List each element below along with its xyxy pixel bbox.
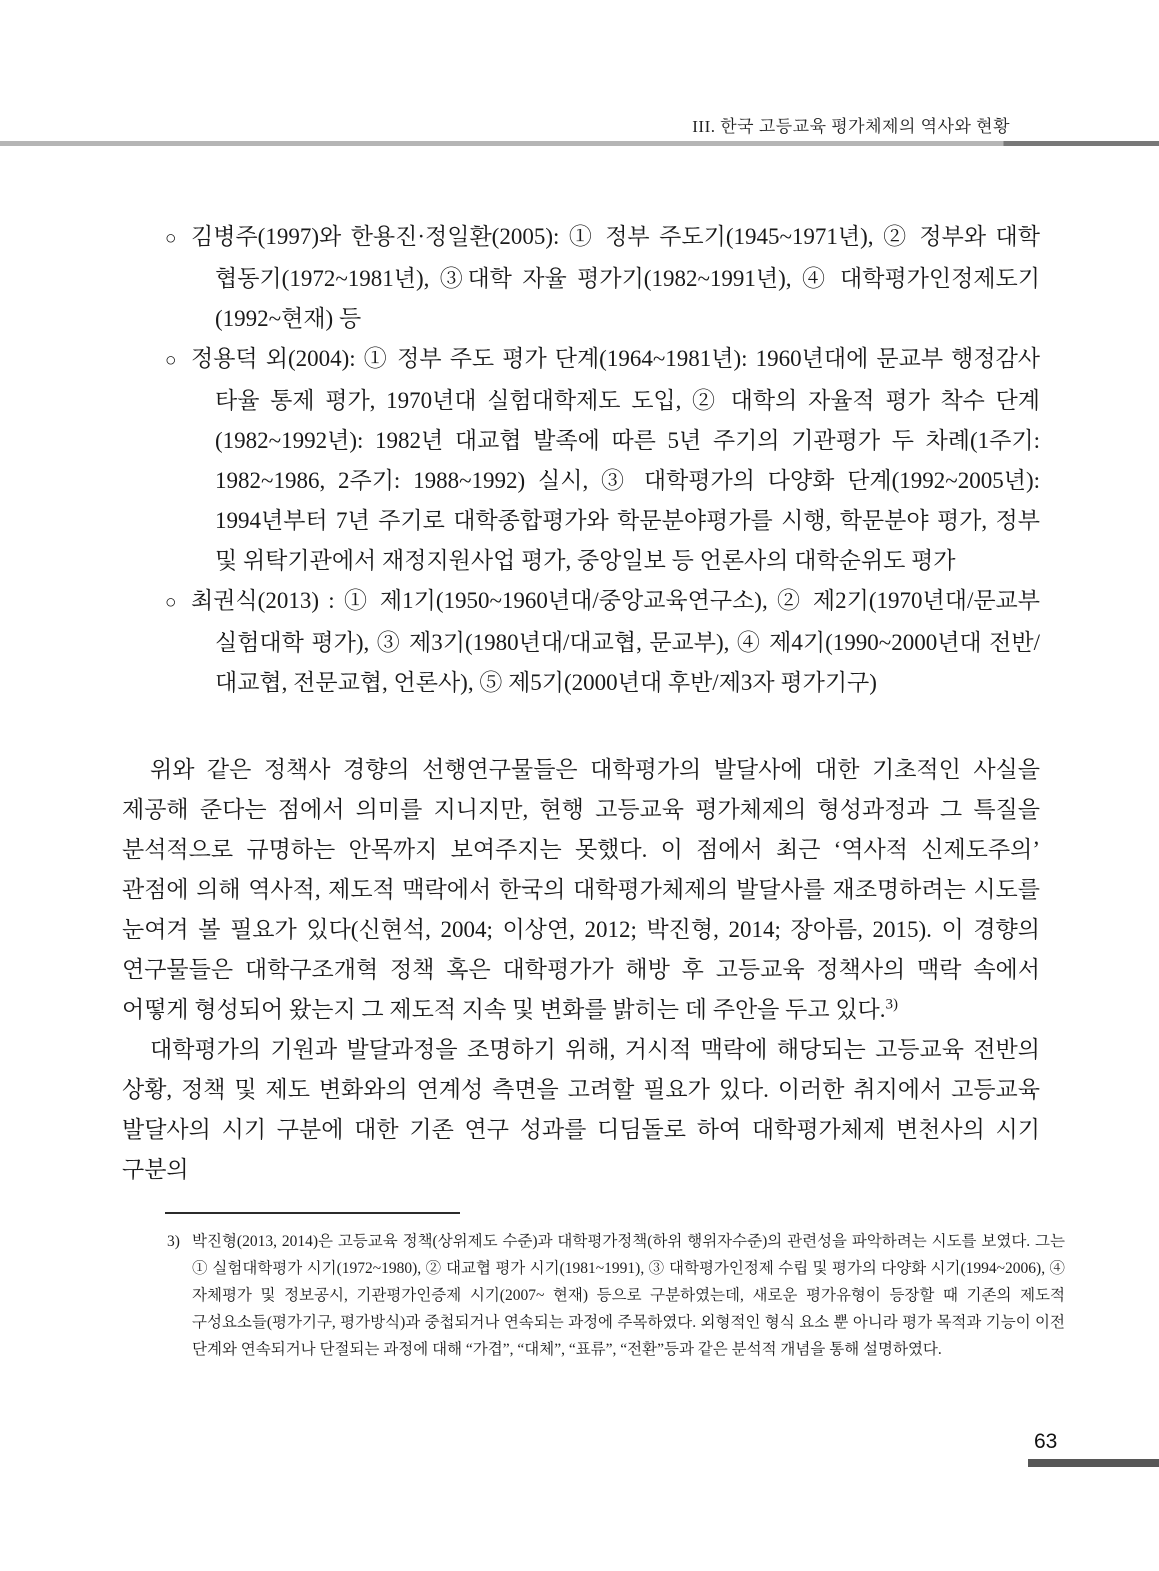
header-divider-rule	[0, 141, 1159, 146]
list-item-text: 최권식(2013) : ① 제1기(1950~1960년대/중앙교육연구소), ② 제2기(1970년대/문교부 실험대학 평가), ③ 제3기(1980년대/대교협, 문교부), ④ 제4기(1990~2000년대 전반/ 대교협, 전문교협, 언론사), ⑤ 제5기(2000년대 후반/제3자 평가기구)	[191, 588, 1040, 695]
body-paragraph	[122, 750, 1040, 1030]
list-item-text: 김병주(1997)와 한용진·정일환(2005): ① 정부 주도기(1945~1971년), ② 정부와 대학 협동기(1972~1981년), ③대학 자율 평가기(1982~1991년), ④ 대학평가인정제도기 (1992~현재) 등	[191, 224, 1040, 331]
list-item	[122, 581, 1040, 703]
footnote-separator-rule	[165, 1212, 460, 1214]
circle-bullet-icon: ○	[165, 350, 177, 371]
footnote-text: 박진형(2013, 2014)은 고등교육 정책(상위제도 수준)과 대학평가정책(하위 행위자수준)의 관련성을 파악하려는 시도를 보였다. 그는 ① 실험대학평가 시기(1972~1980), ② 대교협 평가 시기(1981~1991), ③ 대학평가인정제 수립 및 평가의 다양화 시기(1994~2006), ④ 자체평가 및 정보공시, 기관평가인증제 시기(2007~ 현재) 등으로 구분하였는데, 새로운 평가유형이 등장할 때 기존의 제도적 구성요소들(평가기구, 평가방식)과 중첩되거나 연속되는 과정에 주목하였다. 외형적인 형식 요소 뿐 아니라 평가 목적과 기능이 이전 단계와 연속되거나 단절되는 과정에 대해 “가겹”, “대체”, “표류”, “전환”등과 같은 분석적 개념을 통해 설명하였다.	[192, 1233, 1065, 1358]
footnote-number-label: 3)	[167, 1233, 180, 1250]
circle-bullet-icon: ○	[165, 228, 177, 249]
body-paragraph	[122, 1030, 1040, 1190]
paragraph-text: 대학평가의 기원과 발달과정을 조명하기 위해, 거시적 맥락에 해당되는 고등교육 전반의 상황, 정책 및 제도 변화와의 연계성 측면을 고려할 필요가 있다. 이러한 취지에서 고등교육 발달사의 시기 구분에 대한 기존 연구 성과를 디딤돌로 하여 대학평가체제 변천사의 시기 구분의	[122, 1037, 1040, 1182]
paragraph-text: 위와 같은 정책사 경향의 선행연구물들은 대학평가의 발달사에 대한 기초적인 사실을 제공해 준다는 점에서 의미를 지니지만, 현행 고등교육 평가체제의 형성과정과 그 특질을 분석적으로 규명하는 안목까지 보여주지는 못했다. 이 점에서 최근 ‘역사적 신제도주의’ 관점에 의해 역사적, 제도적 맥락에서 한국의 대학평가체제의 발달사를 재조명하려는 시도를 눈여겨 볼 필요가 있다(신현석, 2004; 이상연, 2012; 박진형, 2014; 장아름, 2015). 이 경향의 연구물들은 대학구조개혁 정책 혹은 대학평가가 해방 후 고등교육 정책사의 맥락 속에서 어떻게 형성되어 왔는지 그 제도적 지속 및 변화를 밝히는 데 주안을 두고 있다.	[122, 757, 1040, 1022]
page-number: 63	[1034, 1430, 1058, 1453]
circle-bullet-icon: ○	[165, 592, 177, 613]
list-item	[122, 217, 1040, 339]
list-item-text: 정용덕 외(2004): ① 정부 주도 평가 단계(1964~1981년): 1960년대에 문교부 행정감사 타율 통제 평가, 1970년대 실험대학제도 도입, ② 대학의 자율적 평가 착수 단계 (1982~1992년): 1982년 대교협 발족에 따른 5년 주기의 기관평가 두 차례(1주기: 1982~1986, 2주기: 1988~1992) 실시, ③ 대학평가의 다양화 단계(1992~2005년): 1994년부터 7년 주기로 대학종합평가와 학문분야평가를 시행, 학문분야 평가, 정부 및 위탁기관에서 재정지원사업 평가, 중앙일보 등 언론사의 대학순위도 평가	[191, 346, 1040, 573]
list-item	[122, 339, 1040, 581]
bullet-list	[122, 217, 1040, 703]
footnote	[167, 1228, 1065, 1363]
running-head-chapter-title: III. 한국 고등교육 평가체제의 역사와 현황	[692, 117, 1010, 136]
footnote-reference-marker: 3)	[885, 996, 899, 1013]
footer-accent-bar	[1028, 1459, 1159, 1467]
